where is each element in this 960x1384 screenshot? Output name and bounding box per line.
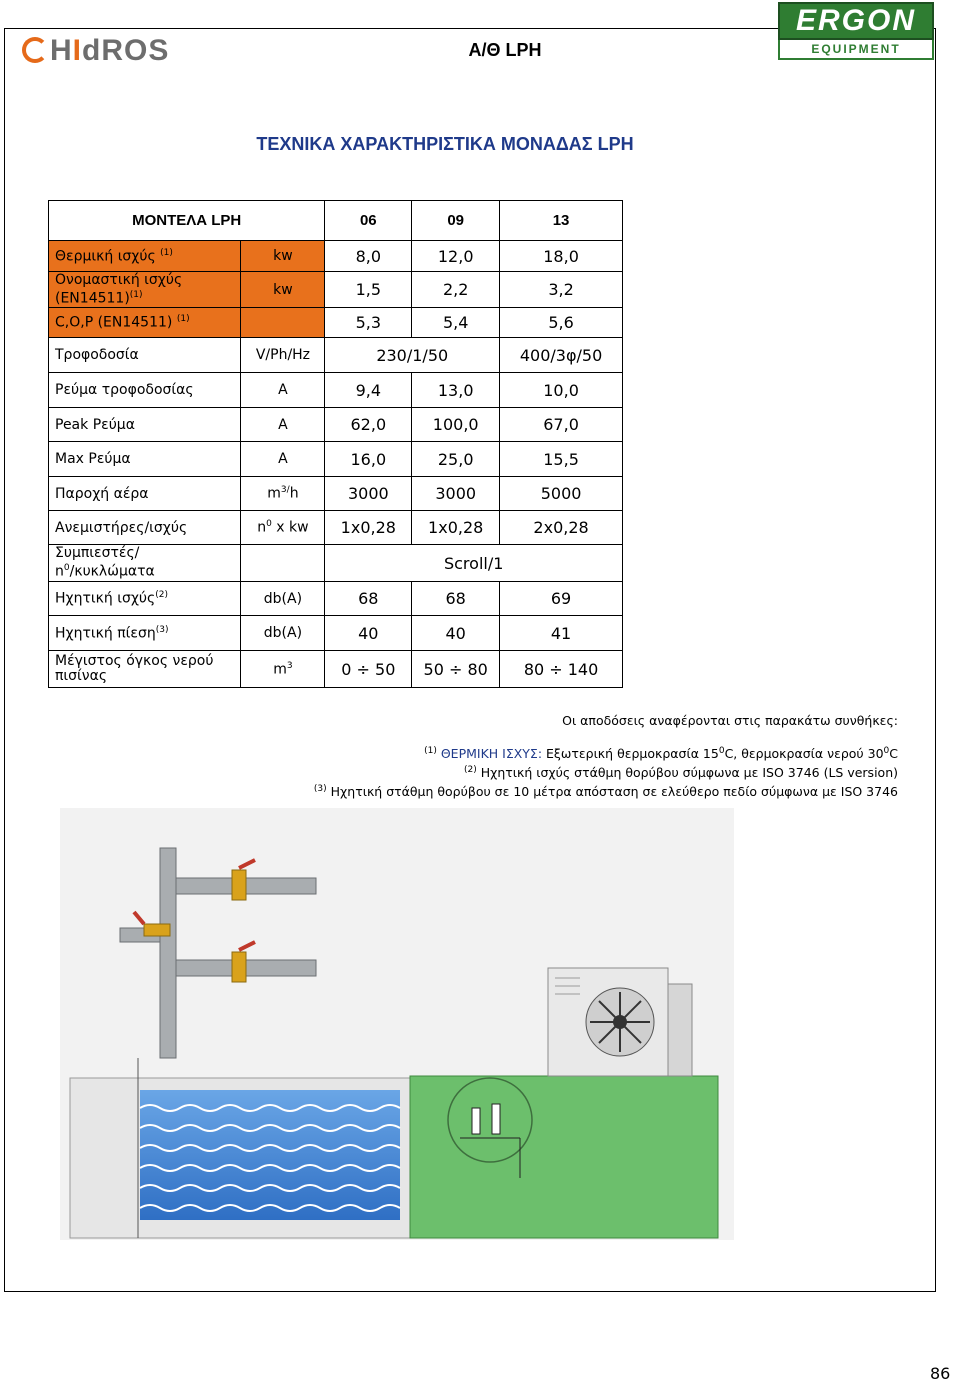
page-number: 86 bbox=[930, 1364, 951, 1383]
note-3: $^{(3)}$ Ηχητική στάθμη θορύβου σε 10 μέτρα απόσταση σε ελεύθερο πεδίο σύμφωνα με ISO 3746 bbox=[313, 784, 898, 800]
table-row: Ονομαστική ισχύς $(EN14511)^{(1)}$ kw 1,5 2,2 3,2 bbox=[49, 272, 623, 308]
row-unit: $n^0$ x kw bbox=[241, 511, 325, 545]
table-row: Ηχητική ισχύς$^{(2)}$ db(A) 68 68 69 bbox=[49, 582, 623, 616]
fan-icon bbox=[590, 992, 650, 1052]
row-unit: $m^{3/}h$ bbox=[241, 477, 325, 511]
table-row: Μέγιστος όγκος νερού πισίνας $m^3$ 0 ÷ 50 50 ÷ 80 80 ÷ 140 bbox=[49, 651, 623, 688]
specs-table bbox=[48, 200, 623, 688]
note-2: $^{(2)}$ Ηχητική ισχύς στάθμη θορύβου σύμφωνα με ISO 3746 (LS version) bbox=[463, 765, 898, 781]
compressor-type: Scroll/1 bbox=[325, 545, 623, 582]
note-1: $^{(1)}$ ΘΕΡΜΙΚΗ ΙΣΧΥΣ: Εξωτερική θερμοκρασία $15^0C$, θερμοκρασία νερού $30^0C$ bbox=[424, 746, 898, 762]
row-unit: kw bbox=[241, 241, 325, 272]
header-title: Α/Θ LPH bbox=[468, 40, 542, 60]
pool-water bbox=[140, 1090, 400, 1220]
table-row: Ανεμιστήρες/ισχύς $n^0$ x kw 1x0,28 1x0,28 2x0,28 bbox=[49, 511, 623, 545]
model-13: 13 bbox=[500, 201, 623, 241]
table-row: C,O,P (EN14511) $^{(1)}$ 5,3 5,4 5,6 bbox=[49, 308, 623, 338]
conditions-intro: Οι αποδόσεις αναφέρονται στις παρακάτω συνθήκες: bbox=[562, 713, 898, 728]
table-row: Max Ρεύμα A 16,0 25,0 15,5 bbox=[49, 442, 623, 477]
table-row: Ρεύμα τροφοδοσίας A 9,4 13,0 10,0 bbox=[49, 373, 623, 408]
row-label: Ονομαστική ισχύς $(EN14511)^{(1)}$ bbox=[49, 272, 241, 308]
row-unit: $m^3$ bbox=[241, 651, 325, 688]
ground-block bbox=[410, 1076, 718, 1238]
table-row: Θερμική ισχύς $^{(1)}$ kw 8,0 12,0 18,0 bbox=[49, 241, 623, 272]
row-label: Θερμική ισχύς $^{(1)}$ bbox=[49, 241, 241, 272]
table-row bbox=[49, 545, 623, 582]
table-header-row bbox=[49, 201, 623, 241]
model-06: 06 bbox=[325, 201, 412, 241]
heat-pump-unit bbox=[548, 968, 692, 1076]
row-label: Συμπιεστές/ $n^0$/κυκλώματα bbox=[49, 545, 241, 582]
row-unit: kw bbox=[241, 272, 325, 308]
table-row: Ηχητική πίεση$^{(3)}$ db(A) 40 40 41 bbox=[49, 616, 623, 651]
row-label: Ηχητική ισχύς$^{(2)}$ bbox=[49, 582, 241, 616]
table-row: Παροχή αέρα $m^{3/}h$ 3000 3000 5000 bbox=[49, 477, 623, 511]
table-row: Τροφοδοσία V/Ph/Hz 230/1/50 400/3φ/50 bbox=[49, 338, 623, 373]
model-09: 09 bbox=[412, 201, 500, 241]
installation-diagram bbox=[60, 808, 734, 1240]
section-title: ΤΕΧΝΙΚΑ ΧΑΡΑΚΤΗΡΙΣΤΙΚΑ ΜΟΝΑΔΑΣ LPH bbox=[256, 134, 634, 154]
row-label: C,O,P (EN14511) $^{(1)}$ bbox=[49, 308, 241, 338]
table-row: Peak Ρεύμα A 62,0 100,0 67,0 bbox=[49, 408, 623, 442]
hidros-logo: HIdROS bbox=[22, 34, 169, 68]
table-header-label: ΜΟΝΤΕΛΑ LPH bbox=[49, 201, 325, 241]
row-label: Ηχητική πίεση$^{(3)}$ bbox=[49, 616, 241, 651]
logo-ring-icon bbox=[22, 37, 48, 63]
ergon-logo: ERGON EQUIPMENT bbox=[778, 2, 934, 58]
row-unit bbox=[241, 308, 325, 338]
conditions-notes bbox=[300, 712, 898, 800]
